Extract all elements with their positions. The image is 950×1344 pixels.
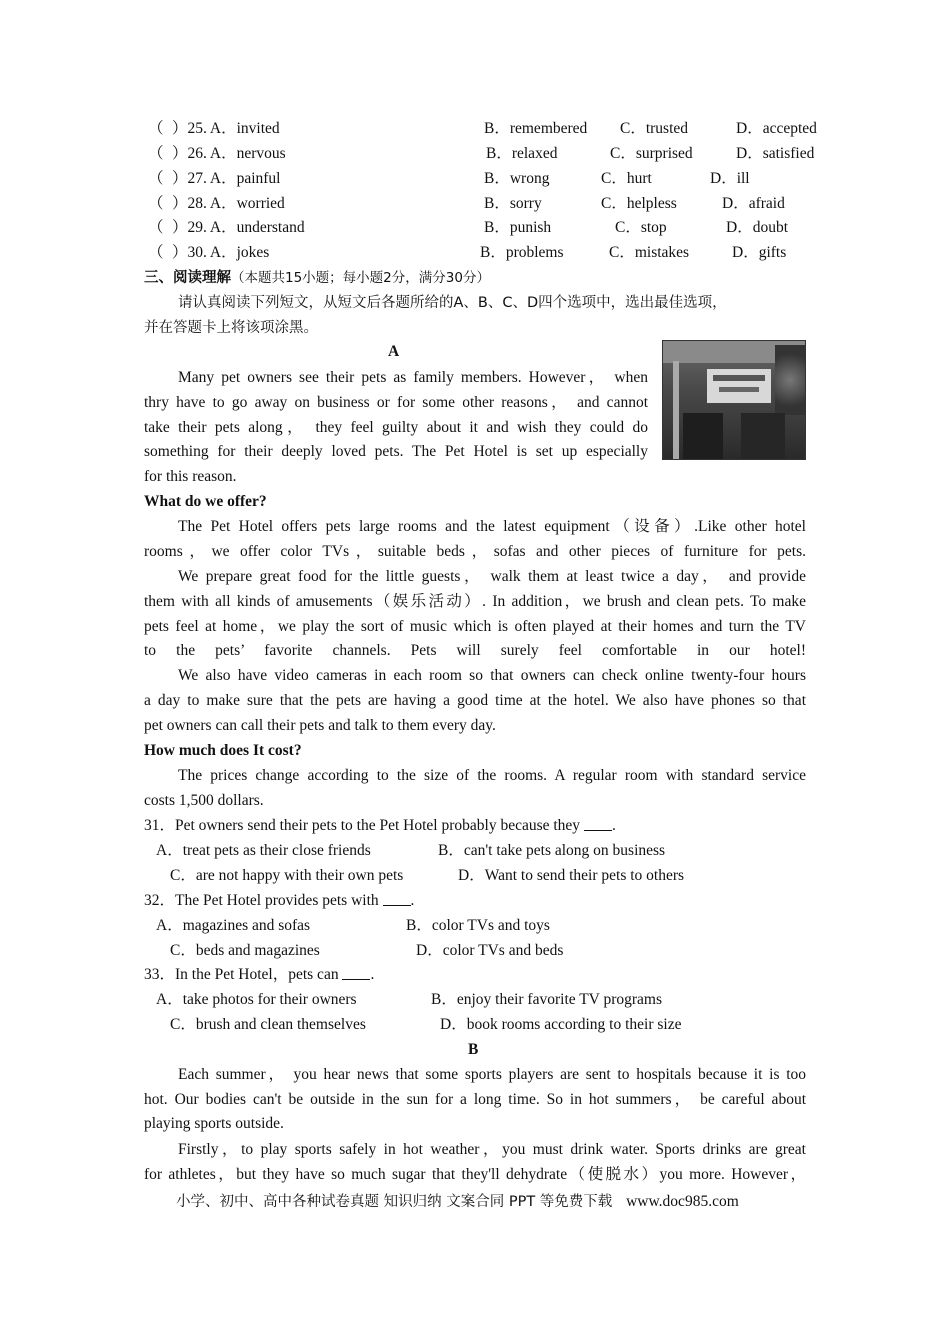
option-c: C．are not happy with their own pets — [170, 867, 404, 884]
question-text: 31．Pet owners send their pets to the Pet Hotel probably because they — [144, 817, 581, 834]
option-d: D．doubt — [726, 219, 789, 236]
option-a: ）27. A．painful — [172, 170, 281, 187]
option-a: ）26. A．nervous — [172, 145, 286, 162]
option-c: C．stop — [615, 219, 667, 236]
paragraph-line: rooms，we offer color TVs，suitable beds，sofas and other pieces of furniture for pets. — [144, 542, 806, 560]
question-text: 32．The Pet Hotel provides pets with — [144, 892, 379, 909]
option-d: D．book rooms according to their size — [440, 1016, 682, 1033]
option-d: D．satisfied — [736, 145, 815, 162]
option-a: A．take photos for their owners — [156, 991, 357, 1008]
option-a: ）30. A．jokes — [172, 244, 270, 261]
option-c: C．hurt — [601, 170, 652, 187]
paragraph-line: them with all kinds of amusements（娱乐活动）. In addition，we brush and clean pets. To make — [144, 592, 806, 610]
paragraph-line: pets feel at home，we play the sort of music which is often played at their homes and turn the TV — [144, 617, 806, 635]
answer-paren: （ — [148, 219, 164, 236]
option-a: A．treat pets as their close friends — [156, 842, 371, 859]
option-c: C．mistakes — [609, 244, 690, 261]
answer-paren: （ — [148, 170, 164, 187]
option-d: D．accepted — [736, 120, 817, 137]
question-text: 33．In the Pet Hotel，pets can — [144, 966, 339, 983]
option-b: B．wrong — [484, 170, 550, 187]
section-instruction-line: 并在答题卡上将该项涂黑。 — [144, 320, 318, 336]
paragraph-line: for athletes，but they have so much sugar that they'll dehydrate（使脱水）you more. However， — [144, 1165, 806, 1183]
paragraph-line: playing sports outside. — [144, 1115, 284, 1133]
paragraph-line: thry have to go away on business or for some other reasons， and cannot — [144, 393, 648, 411]
section-title: 三、阅读理解 — [144, 270, 231, 286]
option-d: D．ill — [710, 170, 750, 187]
paragraph-line: Firstly，to play sports safely in hot weather，you must drink water. Sports drinks are great — [178, 1141, 806, 1158]
paragraph-line: costs 1,500 dollars. — [144, 791, 264, 809]
answer-paren: （ — [148, 195, 164, 212]
option-d: D．Want to send their pets to others — [458, 867, 685, 884]
footer — [176, 1192, 739, 1212]
subheading-offer: What do we offer? — [144, 493, 267, 510]
option-b: B．remembered — [484, 120, 588, 137]
answer-paren: （ — [148, 120, 164, 137]
option-c: C．surprised — [610, 145, 693, 162]
option-d: D．gifts — [732, 244, 787, 261]
option-c: C．beds and magazines — [170, 942, 320, 959]
paragraph-line: The prices change according to the size of the rooms. A regular room with standard service — [178, 767, 806, 784]
paragraph-line: a day to make sure that the pets are having a good time at the hotel. We also have phones so that — [144, 691, 806, 709]
option-a: ）29. A．understand — [172, 219, 305, 236]
paragraph-line: Each summer， you hear news that some sports players are sent to hospitals because it is too — [178, 1066, 806, 1083]
paragraph-line: We also have video cameras in each room so that owners can check online twenty-four hours — [178, 667, 806, 684]
section-subtitle: （本题共15小题；每小题2分，满分30分） — [231, 270, 490, 286]
option-a: ）28. A．worried — [172, 195, 285, 212]
paragraph-line: to the pets’ favorite channels. Pets will surely feel comfortable in our hotel! — [144, 642, 806, 660]
paragraph-line: hot. Our bodies can't be outside in the sun for a long time. So in hot summers， be careful about — [144, 1090, 806, 1108]
paragraph-line: We prepare great food for the little guests， walk them at least twice a day， and provide — [178, 568, 806, 585]
option-b: B．relaxed — [486, 145, 558, 162]
paragraph-line: Many pet owners see their pets as family members. However， when — [178, 369, 648, 386]
passage-b-letter: B — [468, 1041, 479, 1058]
question-end: . — [370, 966, 375, 983]
section-instruction-line: 请认真阅读下列短文，从短文后各题所给的A、B、C、D四个选项中，选出最佳选项， — [178, 295, 727, 311]
option-b: B．punish — [484, 219, 552, 236]
option-c: C．helpless — [601, 195, 677, 212]
option-b: B．sorry — [484, 195, 542, 212]
paragraph-line: something for their deeply loved pets. The Pet Hotel is set up especially — [144, 443, 648, 461]
paragraph-line: take their pets along， they feel guilty about it and wish they could do — [144, 418, 648, 436]
answer-blank — [383, 891, 411, 906]
question-stem — [144, 965, 374, 985]
passage-a-letter: A — [388, 343, 400, 360]
answer-paren: （ — [148, 244, 164, 261]
question-stem — [144, 891, 414, 911]
option-b: B．color TVs and toys — [406, 917, 550, 934]
paragraph-line: for this reason. — [144, 468, 237, 486]
question-stem — [144, 816, 616, 836]
section-heading — [144, 268, 490, 288]
option-b: B．can't take pets along on business — [438, 842, 666, 859]
option-b: B．enjoy their favorite TV programs — [431, 991, 663, 1008]
option-d: D．afraid — [722, 195, 785, 212]
option-c: C．trusted — [620, 120, 689, 137]
footer-text: 小学、初中、高中各种试卷真题 知识归纳 文案合同 PPT 等免费下载 — [176, 1194, 613, 1210]
option-c: C．brush and clean themselves — [170, 1016, 366, 1033]
footer-url[interactable]: www.doc985.com — [626, 1193, 739, 1210]
answer-blank — [584, 816, 612, 831]
option-d: D．color TVs and beds — [416, 942, 564, 959]
option-b: B．problems — [480, 244, 564, 261]
option-a: A．magazines and sofas — [156, 917, 311, 934]
option-a: ）25. A．invited — [172, 120, 280, 137]
question-end: . — [611, 817, 616, 834]
answer-blank — [342, 965, 370, 980]
answer-paren: （ — [148, 145, 164, 162]
paragraph-line: The Pet Hotel offers pets large rooms and the latest equipment（设备）.Like other hotel — [178, 518, 806, 535]
paragraph-line: pet owners can call their pets and talk to them every day. — [144, 716, 496, 734]
pet-hotel-photo — [662, 340, 806, 460]
question-end: . — [410, 892, 415, 909]
subheading-cost: How much does It cost? — [144, 742, 302, 759]
